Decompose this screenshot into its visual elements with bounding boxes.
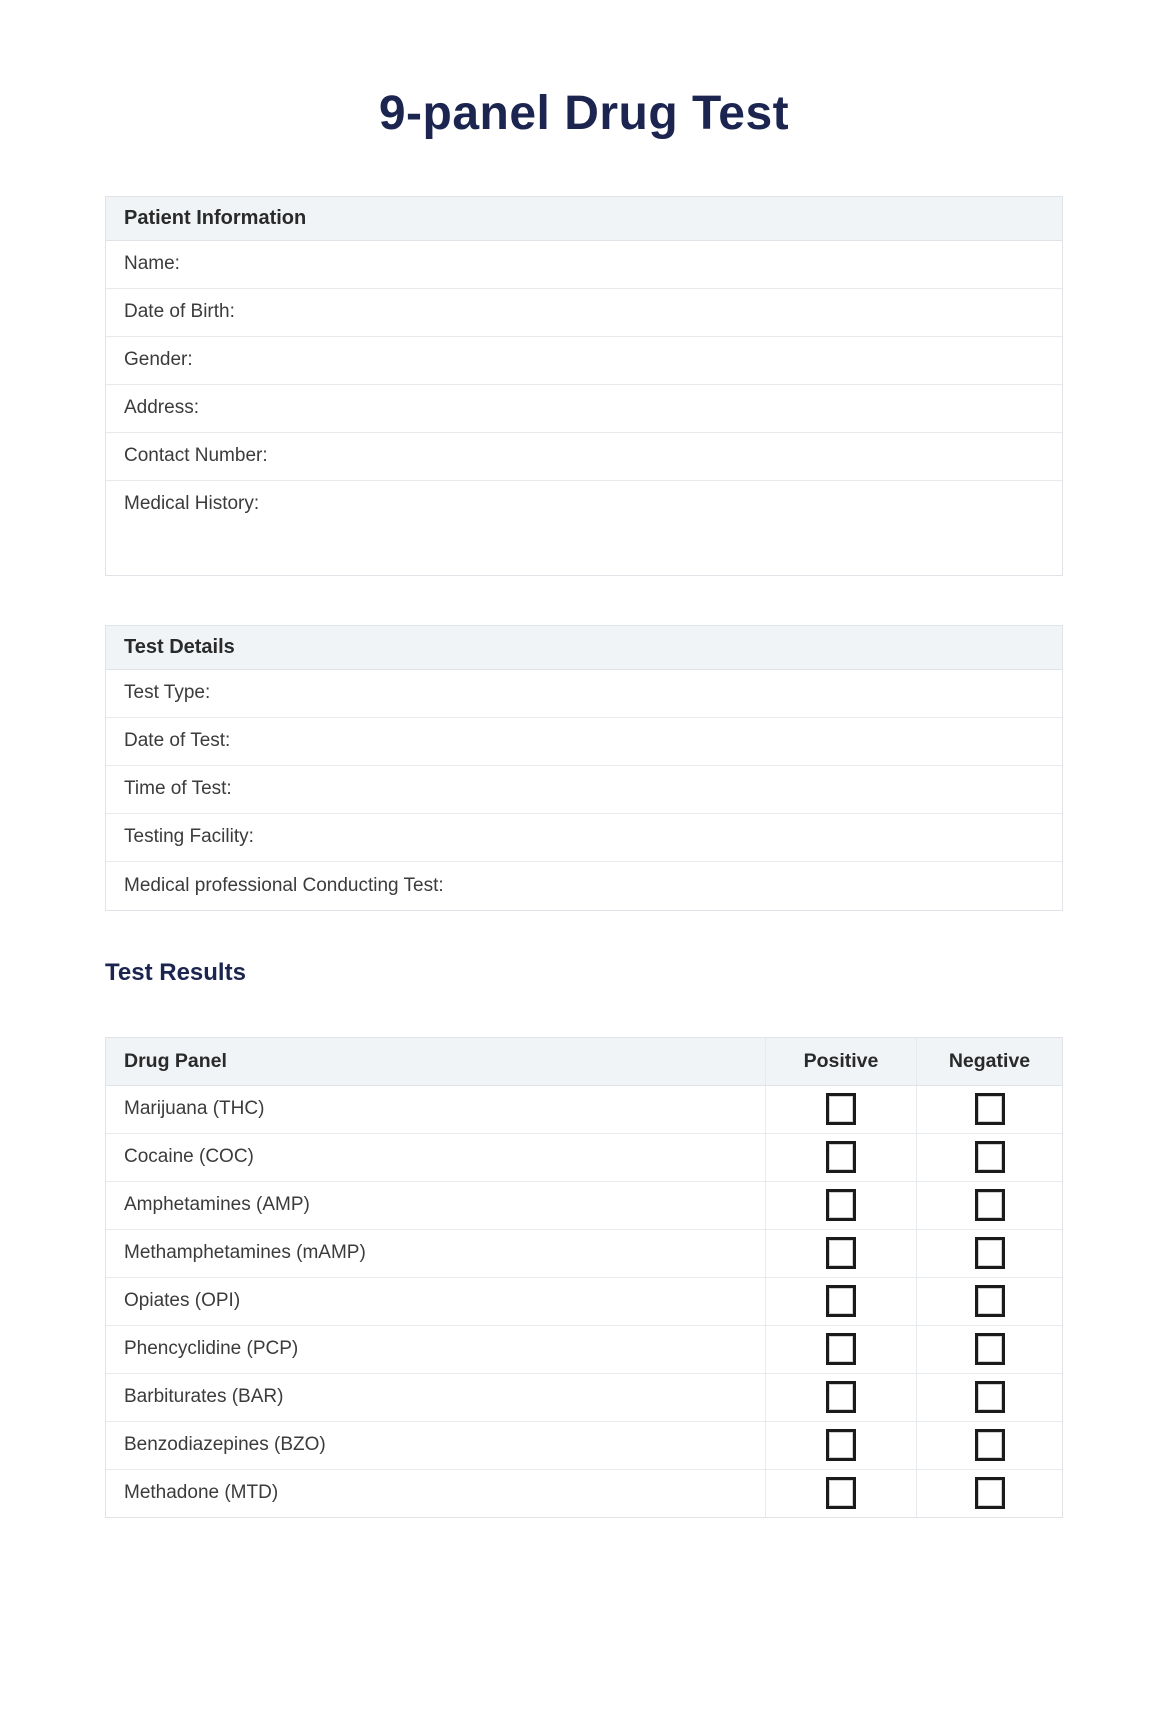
result-row — [106, 1134, 1062, 1182]
result-row — [106, 1278, 1062, 1326]
results-header-row — [106, 1038, 1062, 1086]
field-label: Date of Birth: — [124, 301, 235, 323]
negative-checkbox[interactable] — [975, 1429, 1005, 1461]
field-label: Medical History: — [124, 492, 260, 514]
result-row — [106, 1086, 1062, 1134]
form-field-row[interactable] — [106, 814, 1062, 862]
negative-checkbox[interactable] — [975, 1189, 1005, 1221]
positive-cell — [765, 1086, 916, 1133]
test-details-rows — [106, 670, 1062, 910]
negative-cell — [916, 1422, 1062, 1469]
positive-checkbox[interactable] — [826, 1381, 856, 1413]
field-label: Name: — [124, 253, 180, 275]
patient-information-section — [105, 196, 1063, 576]
test-details-section — [105, 625, 1063, 911]
negative-cell — [916, 1182, 1062, 1229]
negative-checkbox[interactable] — [975, 1093, 1005, 1125]
form-field-row[interactable] — [106, 385, 1062, 433]
document-page — [0, 88, 1176, 1558]
patient-information-rows — [106, 241, 1062, 575]
drug-name-label: Phencyclidine (PCP) — [124, 1338, 299, 1360]
positive-cell — [765, 1326, 916, 1373]
drug-name-label: Benzodiazepines (BZO) — [124, 1434, 326, 1456]
result-row — [106, 1230, 1062, 1278]
column-header-drug-panel: Drug Panel — [124, 1049, 227, 1072]
positive-checkbox[interactable] — [826, 1093, 856, 1125]
result-row — [106, 1470, 1062, 1517]
drug-name-label: Amphetamines (AMP) — [124, 1194, 310, 1216]
negative-checkbox[interactable] — [975, 1141, 1005, 1173]
negative-cell — [916, 1230, 1062, 1277]
field-label: Gender: — [124, 349, 193, 371]
drug-name-label: Cocaine (COC) — [124, 1146, 254, 1168]
negative-cell — [916, 1326, 1062, 1373]
column-header-negative: Negative — [916, 1038, 1062, 1085]
field-label: Time of Test: — [124, 778, 232, 800]
result-row — [106, 1182, 1062, 1230]
negative-checkbox[interactable] — [975, 1285, 1005, 1317]
result-row — [106, 1374, 1062, 1422]
positive-checkbox[interactable] — [826, 1333, 856, 1365]
field-label: Date of Test: — [124, 730, 231, 752]
positive-checkbox[interactable] — [826, 1189, 856, 1221]
field-label: Test Type: — [124, 682, 211, 704]
positive-checkbox[interactable] — [826, 1237, 856, 1269]
form-field-row[interactable] — [106, 718, 1062, 766]
form-field-row[interactable] — [106, 481, 1062, 575]
form-field-row[interactable] — [106, 337, 1062, 385]
drug-name-label: Opiates (OPI) — [124, 1290, 241, 1312]
drug-name-label: Methamphetamines (mAMP) — [124, 1242, 366, 1264]
positive-cell — [765, 1470, 916, 1517]
page-title: 9-panel Drug Test — [378, 87, 790, 140]
positive-checkbox[interactable] — [826, 1477, 856, 1509]
positive-cell — [765, 1182, 916, 1229]
field-label: Contact Number: — [124, 445, 268, 467]
form-field-row[interactable] — [106, 766, 1062, 814]
result-row — [106, 1422, 1062, 1470]
negative-checkbox[interactable] — [975, 1333, 1005, 1365]
form-field-row[interactable] — [106, 433, 1062, 481]
form-field-row[interactable] — [106, 862, 1062, 910]
field-label: Address: — [124, 397, 199, 419]
positive-checkbox[interactable] — [826, 1429, 856, 1461]
negative-cell — [916, 1086, 1062, 1133]
drug-name-label: Barbiturates (BAR) — [124, 1386, 284, 1408]
field-label: Medical professional Conducting Test: — [124, 874, 444, 896]
positive-cell — [765, 1374, 916, 1421]
negative-cell — [916, 1374, 1062, 1421]
drug-name-label: Marijuana (THC) — [124, 1098, 265, 1120]
positive-cell — [765, 1230, 916, 1277]
patient-information-header: Patient Information — [106, 197, 1062, 241]
result-row — [106, 1326, 1062, 1374]
field-label: Testing Facility: — [124, 826, 254, 848]
negative-cell — [916, 1278, 1062, 1325]
form-field-row[interactable] — [106, 241, 1062, 289]
drug-name-label: Methadone (MTD) — [124, 1482, 279, 1504]
form-field-row[interactable] — [106, 670, 1062, 718]
negative-checkbox[interactable] — [975, 1477, 1005, 1509]
negative-cell — [916, 1134, 1062, 1181]
negative-cell — [916, 1470, 1062, 1517]
positive-checkbox[interactable] — [826, 1141, 856, 1173]
negative-checkbox[interactable] — [975, 1237, 1005, 1269]
positive-cell — [765, 1422, 916, 1469]
column-header-positive: Positive — [765, 1038, 916, 1085]
negative-checkbox[interactable] — [975, 1381, 1005, 1413]
positive-cell — [765, 1278, 916, 1325]
test-details-header: Test Details — [106, 626, 1062, 670]
results-rows — [106, 1086, 1062, 1517]
positive-checkbox[interactable] — [826, 1285, 856, 1317]
form-field-row[interactable] — [106, 289, 1062, 337]
test-results-table — [105, 1037, 1063, 1518]
positive-cell — [765, 1134, 916, 1181]
test-results-heading: Test Results — [105, 958, 246, 986]
